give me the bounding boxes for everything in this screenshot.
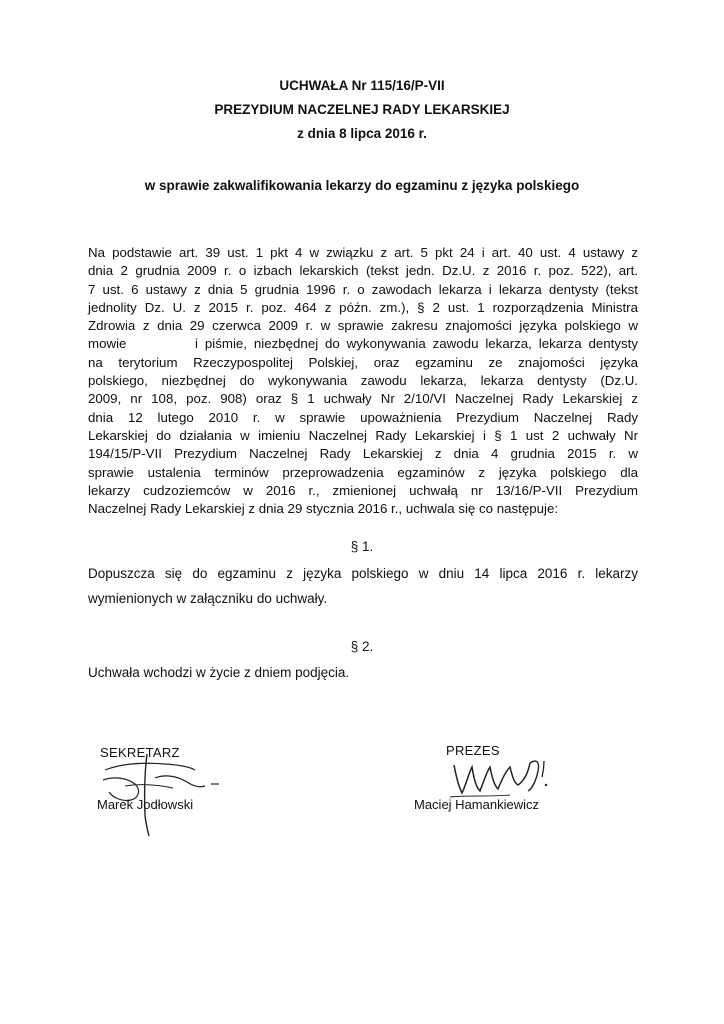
preamble-line: 2009, nr 108, poz. 908) oraz § 1 uchwały Nr 2/10/VI Naczelnej Rady Lekarskiej z [88,391,638,407]
president-name: Maciej Hamankiewicz [414,797,539,812]
preamble-line: Na podstawie art. 39 ust. 1 pkt 4 w związku z art. 5 pkt 24 i art. 40 ust. 4 ustawy z [88,245,638,260]
preamble-line: Zdrowia z dnia 29 czerwca 2009 r. w sprawie zakresu znajomości języka polskiego w [88,318,638,334]
preamble-line: sprawie ustalenia terminów przeprowadzenia egzaminów z języka polskiego dla [88,464,638,480]
secretary-name: Marek Jodłowski [97,797,194,812]
preamble-line: Lekarskiej do działania w imieniu Naczelnej Rady Lekarskiej i § 1 ust 2 uchwały Nr [88,427,638,443]
president-signature [440,745,580,805]
preamble-line: dnia 2 grudnia 2009 r. o izbach lekarskich (tekst jedn. Dz.U. z 2016 r. poz. 522), art. [88,263,638,279]
president-title: PREZES [446,743,500,758]
section-1-mark: § 1. [350,539,374,554]
preamble-line: polskiego, niezbędnej do wykonywania zawodu lekarza, lekarza dentysty (Dz.U. [88,373,638,389]
resolution-subject: w sprawie zakwalifikowania lekarzy do egzaminu z języka polskiego [144,178,580,193]
preamble-line: dnia 12 lutego 2010 r. w sprawie upoważnienia Prezydium Naczelnej Rady [88,409,638,425]
preamble-line: mowie i piśmie, niezbędnej do wykonywania zawodu lekarza, lekarza dentysty [88,336,638,352]
section-2-mark: § 2. [350,639,374,654]
secretary-title: SEKRETARZ [100,745,180,760]
resolution-date: z dnia 8 lipca 2016 r. [297,126,427,141]
preamble-line: na terytorium Rzeczypospolitej Polskiej, oraz egzaminu ze znajomości języka [88,354,638,370]
preamble-line: Naczelnej Rady Lekarskiej z dnia 29 stycznia 2016 r., uchwala się co następuje: [88,501,559,517]
resolution-number: UCHWAŁA Nr 115/16/P-VII [279,78,445,93]
preamble-line: 7 ust. 6 ustawy z dnia 5 grudnia 1996 r. o zawodach lekarza i lekarza dentysty (tekst [88,281,638,297]
issuing-body: PREZYDIUM NACZELNEJ RADY LEKARSKIEJ [214,102,510,117]
section-1-text-line: wymienionych w załączniku do uchwały. [88,591,328,606]
section-2-text: Uchwała wchodzi w życie z dniem podjęcia. [88,665,350,680]
secretary-signature [95,740,235,840]
preamble-line: lekarzy cudzoziemców w 2016 r., zmienionej uchwałą nr 13/16/P-VII Prezydium [88,482,638,498]
section-1-text-line: Dopuszcza się do egzaminu z języka polskiego w dniu 14 lipca 2016 r. lekarzy [88,566,638,581]
preamble-paragraph [88,244,638,518]
preamble-line: 194/15/P-VII Prezydium Naczelnej Rady Lekarskiej z dnia 4 grudnia 2015 r. w [88,446,638,462]
preamble-line: jednolity Dz. U. z 2015 r. poz. 464 z późn. zm.), § 2 ust. 1 rozporządzenia Ministra [88,299,638,315]
